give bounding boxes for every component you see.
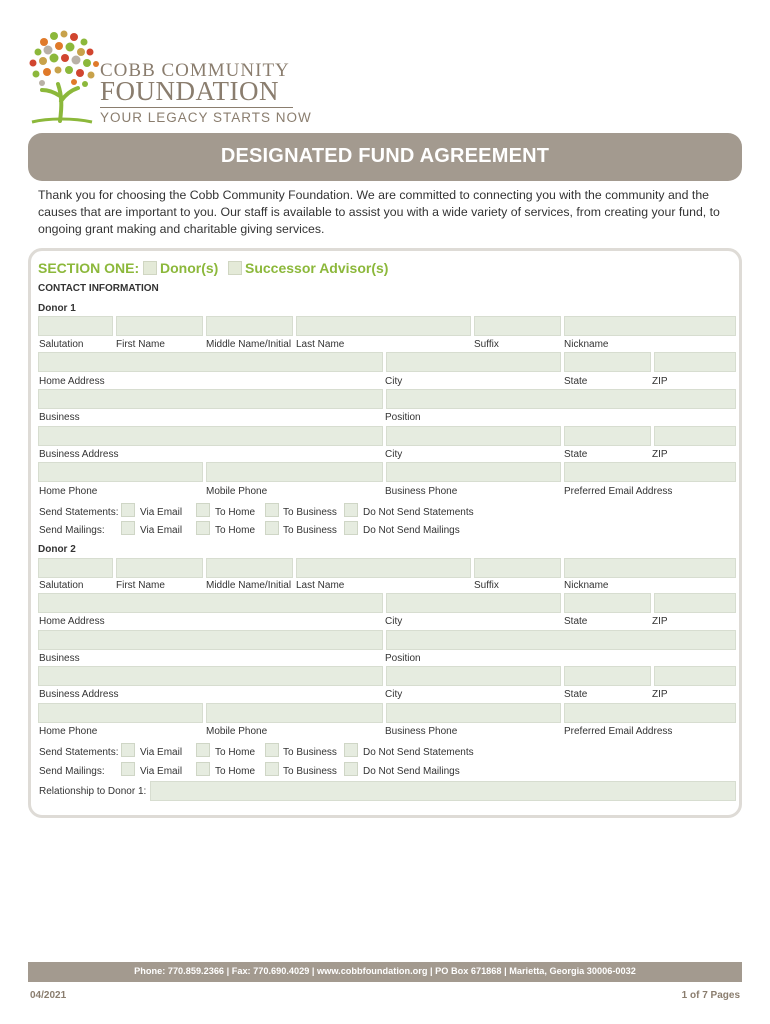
donor2-business-city-field[interactable] — [386, 666, 561, 686]
donor1-home-address-label: Home Address — [39, 376, 105, 387]
donor2-heading: Donor 2 — [38, 544, 76, 555]
donor2-business-city-label: City — [385, 689, 403, 700]
donor1-business-address-label: Business Address — [39, 449, 119, 460]
donors-checkbox[interactable] — [143, 261, 157, 275]
donor2-mailings-email-checkbox[interactable] — [121, 762, 135, 776]
form-revision-date: 04/2021 — [30, 990, 67, 1001]
donor2-home-state-label: State — [564, 616, 588, 627]
donor1-heading: Donor 1 — [38, 303, 76, 314]
donor1-first-name-field[interactable] — [116, 316, 203, 336]
contact-information-heading: CONTACT INFORMATION — [38, 283, 159, 294]
donor2-email-label: Preferred Email Address — [564, 726, 673, 737]
donor2-statements-home-label: To Home — [215, 747, 256, 758]
donor1-home-state-field[interactable] — [564, 352, 651, 372]
donor2-statements-business-checkbox[interactable] — [265, 743, 279, 757]
donor1-position-field[interactable] — [386, 389, 736, 409]
donor2-statements-business-label: To Business — [283, 747, 337, 758]
donor1-business-city-field[interactable] — [386, 426, 561, 446]
donor2-send-mailings-label: Send Mailings: — [39, 766, 105, 777]
donor1-salutation-field[interactable] — [38, 316, 113, 336]
donor1-nickname-label: Nickname — [564, 339, 609, 350]
donor1-last-name-field[interactable] — [296, 316, 471, 336]
donor2-business-zip-field[interactable] — [654, 666, 736, 686]
donor2-home-zip-label: ZIP — [652, 616, 668, 627]
donor1-send-mailings-label: Send Mailings: — [39, 525, 105, 536]
donor1-email-field[interactable] — [564, 462, 736, 482]
donor2-home-phone-label: Home Phone — [39, 726, 98, 737]
section-title: SECTION ONE: — [38, 260, 140, 276]
logo-tagline: YOUR LEGACY STARTS NOW — [100, 110, 312, 125]
donor1-home-phone-label: Home Phone — [39, 486, 98, 497]
successor-advisors-checkbox[interactable] — [228, 261, 242, 275]
donor2-business-phone-label: Business Phone — [385, 726, 458, 737]
donor1-mailings-email-label: Via Email — [140, 525, 183, 536]
relationship-label: Relationship to Donor 1: — [39, 786, 147, 797]
donor1-mailings-dns-checkbox[interactable] — [344, 521, 358, 535]
donor1-statements-dns-checkbox[interactable] — [344, 503, 358, 517]
donor2-position-field[interactable] — [386, 630, 736, 650]
donor1-home-zip-field[interactable] — [654, 352, 736, 372]
donor1-middle-name-field[interactable] — [206, 316, 293, 336]
donor2-mailings-email-label: Via Email — [140, 766, 183, 777]
donor2-home-zip-field[interactable] — [654, 593, 736, 613]
donor2-business-zip-label: ZIP — [652, 689, 668, 700]
donor2-business-address-label: Business Address — [39, 689, 119, 700]
donor1-nickname-field[interactable] — [564, 316, 736, 336]
donor1-mailings-home-label: To Home — [215, 525, 256, 536]
donor2-mobile-phone-field[interactable] — [206, 703, 383, 723]
donor1-business-phone-field[interactable] — [386, 462, 561, 482]
donor2-mailings-home-checkbox[interactable] — [196, 762, 210, 776]
intro-paragraph: Thank you for choosing the Cobb Community Foundation. We are committed to connecting you with the community and the causes that are important to you. Our staff is available to assist you with a wide variety of services, from creating your fund, to ongoing grant making and charitable giving services. — [38, 188, 720, 236]
donor1-send-statements-label: Send Statements: — [39, 507, 119, 518]
donor2-suffix-label: Suffix — [474, 580, 499, 591]
donor2-mailings-dns-checkbox[interactable] — [344, 762, 358, 776]
donor1-email-label: Preferred Email Address — [564, 486, 673, 497]
donor2-home-phone-field[interactable] — [38, 703, 203, 723]
donor1-home-state-label: State — [564, 376, 588, 387]
logo-name-line1: COBB COMMUNITY — [100, 60, 290, 81]
donors-option-label: Donor(s) — [160, 260, 219, 276]
donor2-home-address-field[interactable] — [38, 593, 383, 613]
donor2-business-field[interactable] — [38, 630, 383, 650]
donor2-mobile-phone-label: Mobile Phone — [206, 726, 268, 737]
donor1-salutation-label: Salutation — [39, 339, 84, 350]
donor2-first-name-label: First Name — [116, 580, 165, 591]
donor2-business-address-field[interactable] — [38, 666, 383, 686]
donor2-nickname-field[interactable] — [564, 558, 736, 578]
donor1-last-name-label: Last Name — [296, 339, 345, 350]
donor2-mailings-dns-label: Do Not Send Mailings — [363, 766, 460, 777]
donor2-salutation-field[interactable] — [38, 558, 113, 578]
donor1-home-address-field[interactable] — [38, 352, 383, 372]
donor2-first-name-field[interactable] — [116, 558, 203, 578]
donor1-suffix-field[interactable] — [474, 316, 561, 336]
donor1-statements-email-checkbox[interactable] — [121, 503, 135, 517]
page-title: DESIGNATED FUND AGREEMENT — [220, 145, 550, 167]
donor1-home-city-label: City — [385, 376, 403, 387]
donor2-business-state-label: State — [564, 689, 588, 700]
donor1-business-field[interactable] — [38, 389, 383, 409]
logo-divider — [100, 107, 293, 108]
donor2-statements-dns-checkbox[interactable] — [344, 743, 358, 757]
donor2-mailings-business-label: To Business — [283, 766, 337, 777]
donor1-mailings-business-checkbox[interactable] — [265, 521, 279, 535]
donor2-statements-email-checkbox[interactable] — [121, 743, 135, 757]
donor2-statements-home-checkbox[interactable] — [196, 743, 210, 757]
donor2-nickname-label: Nickname — [564, 580, 609, 591]
donor2-home-city-field[interactable] — [386, 593, 561, 613]
relationship-field[interactable] — [150, 781, 736, 801]
donor1-mailings-business-label: To Business — [283, 525, 337, 536]
logo-name-line2: FOUNDATION — [100, 76, 279, 106]
donor2-suffix-field[interactable] — [474, 558, 561, 578]
donor2-last-name-label: Last Name — [296, 580, 345, 591]
donor2-mailings-business-checkbox[interactable] — [265, 762, 279, 776]
donor2-home-state-field[interactable] — [564, 593, 651, 613]
donor2-business-label: Business — [39, 653, 80, 664]
page-count: 1 of 7 Pages — [681, 990, 740, 1001]
donor2-middle-name-label: Middle Name/Initial — [206, 580, 292, 591]
donor1-suffix-label: Suffix — [474, 339, 499, 350]
donor1-statements-business-checkbox[interactable] — [265, 503, 279, 517]
donor2-statements-dns-label: Do Not Send Statements — [363, 747, 474, 758]
donor2-last-name-field[interactable] — [296, 558, 471, 578]
donor2-business-state-field[interactable] — [564, 666, 651, 686]
donor2-home-city-label: City — [385, 616, 403, 627]
donor1-mailings-email-checkbox[interactable] — [121, 521, 135, 535]
donor1-statements-dns-label: Do Not Send Statements — [363, 507, 474, 518]
donor2-middle-name-field[interactable] — [206, 558, 293, 578]
donor1-business-label: Business — [39, 412, 80, 423]
donor2-statements-email-label: Via Email — [140, 747, 183, 758]
donor1-business-phone-label: Business Phone — [385, 486, 458, 497]
successor-advisors-option-label: Successor Advisor(s) — [245, 260, 389, 276]
donor1-business-address-field[interactable] — [38, 426, 383, 446]
donor1-business-zip-field[interactable] — [654, 426, 736, 446]
donor1-home-zip-label: ZIP — [652, 376, 668, 387]
donor2-position-label: Position — [385, 653, 421, 664]
donor1-statements-home-checkbox[interactable] — [196, 503, 210, 517]
donor1-middle-name-label: Middle Name/Initial — [206, 339, 292, 350]
donor2-salutation-label: Salutation — [39, 580, 84, 591]
donor1-business-zip-label: ZIP — [652, 449, 668, 460]
donor2-mailings-home-label: To Home — [215, 766, 256, 777]
donor1-first-name-label: First Name — [116, 339, 165, 350]
donor1-position-label: Position — [385, 412, 421, 423]
donor1-mobile-phone-field[interactable] — [206, 462, 383, 482]
footer-contact-info: Phone: 770.859.2366 | Fax: 770.690.4029 | www.cobbfoundation.org | PO Box 671868 | Marietta, Georgia 30006-0032 — [134, 966, 636, 976]
donor1-home-phone-field[interactable] — [38, 462, 203, 482]
donor1-business-state-label: State — [564, 449, 588, 460]
donor2-home-address-label: Home Address — [39, 616, 105, 627]
donor1-statements-business-label: To Business — [283, 507, 337, 518]
donor1-business-city-label: City — [385, 449, 403, 460]
donor1-mailings-home-checkbox[interactable] — [196, 521, 210, 535]
donor2-email-field[interactable] — [564, 703, 736, 723]
donor1-mobile-phone-label: Mobile Phone — [206, 486, 268, 497]
donor1-statements-home-label: To Home — [215, 507, 256, 518]
foundation-logo-tree-icon — [24, 26, 104, 126]
donor1-statements-email-label: Via Email — [140, 507, 183, 518]
donor2-business-phone-field[interactable] — [386, 703, 561, 723]
donor1-home-city-field[interactable] — [386, 352, 561, 372]
donor2-send-statements-label: Send Statements: — [39, 747, 119, 758]
donor1-mailings-dns-label: Do Not Send Mailings — [363, 525, 460, 536]
donor1-business-state-field[interactable] — [564, 426, 651, 446]
